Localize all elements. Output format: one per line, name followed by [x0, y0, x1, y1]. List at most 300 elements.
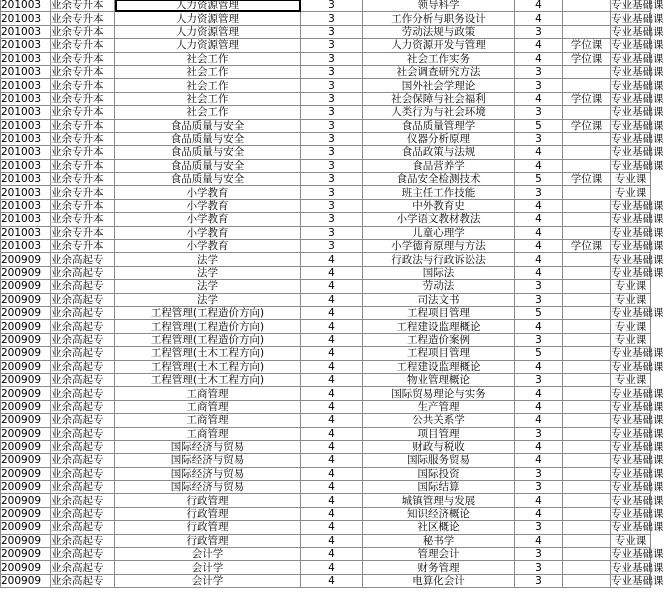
table-cell[interactable]: 儿童心理学 — [363, 226, 515, 239]
table-cell[interactable]: 社会工作 — [115, 106, 301, 119]
table-cell[interactable]: 工商管理 — [115, 387, 301, 400]
table-cell[interactable] — [563, 507, 611, 520]
table-cell[interactable]: 201003 — [1, 0, 51, 12]
table-cell[interactable]: 4 — [301, 280, 363, 293]
table-cell[interactable]: 专业基础课 — [611, 400, 664, 413]
table-cell[interactable]: 4 — [515, 507, 563, 520]
table-cell[interactable]: 200909 — [1, 521, 51, 534]
table-cell[interactable]: 社会调查研究方法 — [363, 65, 515, 78]
table-cell[interactable]: 3 — [515, 186, 563, 199]
table-cell[interactable]: 业余高起专 — [51, 266, 115, 279]
table-cell[interactable]: 业余高起专 — [51, 253, 115, 266]
table-cell[interactable]: 200909 — [1, 481, 51, 494]
table-cell[interactable]: 食品营养学 — [363, 159, 515, 172]
table-cell[interactable]: 知识经济概论 — [363, 507, 515, 520]
table-cell[interactable]: 业余高起专 — [51, 481, 115, 494]
table-cell[interactable]: 4 — [515, 253, 563, 266]
table-cell[interactable]: 3 — [301, 25, 363, 38]
table-cell[interactable]: 食品质量与安全 — [115, 146, 301, 159]
table-cell[interactable]: 200909 — [1, 373, 51, 386]
table-cell[interactable] — [563, 400, 611, 413]
table-cell[interactable]: 4 — [301, 427, 363, 440]
table-cell[interactable]: 3 — [301, 226, 363, 239]
table-cell[interactable]: 专业基础课 — [611, 79, 664, 92]
table-cell[interactable]: 中外教育史 — [363, 199, 515, 212]
table-cell[interactable]: 专业基础课 — [611, 240, 664, 253]
table-cell[interactable]: 3 — [301, 186, 363, 199]
table-cell[interactable] — [563, 467, 611, 480]
table-cell[interactable]: 专业课 — [611, 280, 651, 293]
table-cell[interactable]: 200909 — [1, 574, 51, 587]
table-cell[interactable]: 专业基础课 — [611, 146, 664, 159]
table-cell[interactable]: 食品质量与安全 — [115, 173, 301, 186]
table-cell[interactable] — [563, 494, 611, 507]
table-cell[interactable]: 200909 — [1, 293, 51, 306]
table-cell[interactable]: 专业基础课 — [611, 92, 664, 105]
table-cell[interactable]: 3 — [301, 92, 363, 105]
table-cell[interactable]: 司法文书 — [363, 293, 515, 306]
table-cell[interactable]: 200909 — [1, 440, 51, 453]
table-cell[interactable]: 200909 — [1, 280, 51, 293]
table-cell[interactable]: 社区概论 — [363, 521, 515, 534]
table-cell[interactable]: 201003 — [1, 12, 51, 25]
table-cell[interactable]: 3 — [515, 548, 563, 561]
table-cell[interactable]: 4 — [515, 213, 563, 226]
table-cell[interactable] — [563, 253, 611, 266]
table-cell[interactable]: 国际服务贸易 — [363, 454, 515, 467]
table-cell[interactable]: 业余专升本 — [51, 240, 115, 253]
table-cell[interactable] — [563, 79, 611, 92]
table-cell[interactable]: 200909 — [1, 414, 51, 427]
table-cell[interactable]: 专业基础课 — [611, 213, 664, 226]
table-cell[interactable]: 3 — [515, 427, 563, 440]
table-cell[interactable]: 人力资源管理 — [115, 25, 301, 38]
table-cell[interactable]: 专业基础课 — [611, 494, 664, 507]
table-cell[interactable]: 社会工作实务 — [363, 52, 515, 65]
table-cell[interactable]: 5 — [515, 173, 563, 186]
table-cell[interactable]: 业余专升本 — [51, 159, 115, 172]
table-cell[interactable]: 专业基础课 — [611, 12, 664, 25]
table-cell[interactable]: 学位课 — [563, 39, 611, 52]
table-cell[interactable]: 工程建设监理概论 — [363, 360, 515, 373]
table-cell[interactable]: 4 — [301, 467, 363, 480]
table-cell[interactable] — [563, 414, 611, 427]
table-cell[interactable]: 业余专升本 — [51, 52, 115, 65]
table-cell[interactable]: 业余高起专 — [51, 548, 115, 561]
table-cell[interactable]: 业余专升本 — [51, 25, 115, 38]
table-cell[interactable]: 人力资源管理 — [115, 39, 301, 52]
table-cell[interactable]: 200909 — [1, 347, 51, 360]
table-cell[interactable]: 201003 — [1, 106, 51, 119]
table-cell[interactable]: 业余高起专 — [51, 454, 115, 467]
table-cell[interactable]: 200909 — [1, 400, 51, 413]
table-cell[interactable]: 4 — [515, 454, 563, 467]
table-cell[interactable]: 4 — [515, 440, 563, 453]
table-cell[interactable]: 国际结算 — [363, 481, 515, 494]
table-cell[interactable]: 200909 — [1, 548, 51, 561]
table-cell[interactable]: 专业基础课 — [611, 414, 664, 427]
table-cell[interactable]: 201003 — [1, 25, 51, 38]
table-cell[interactable]: 专业课 — [611, 186, 651, 199]
table-cell[interactable] — [563, 132, 611, 145]
table-cell[interactable] — [563, 65, 611, 78]
table-cell[interactable]: 200909 — [1, 467, 51, 480]
table-cell[interactable]: 工程建设监理概论 — [363, 320, 515, 333]
table-cell[interactable]: 工作分析与职务设计 — [363, 12, 515, 25]
table-cell[interactable]: 法学 — [115, 280, 301, 293]
table-cell[interactable]: 4 — [301, 574, 363, 587]
table-cell[interactable]: 专业课 — [611, 534, 651, 547]
table-cell[interactable]: 工程造价案例 — [363, 333, 515, 346]
table-cell[interactable]: 工商管理 — [115, 414, 301, 427]
table-cell[interactable] — [563, 347, 611, 360]
table-cell[interactable]: 人类行为与社会环境 — [363, 106, 515, 119]
table-cell[interactable]: 食品安全检测技术 — [363, 173, 515, 186]
table-cell[interactable]: 4 — [301, 561, 363, 574]
table-cell[interactable]: 201003 — [1, 52, 51, 65]
table-cell[interactable]: 3 — [301, 106, 363, 119]
table-cell[interactable]: 社会工作 — [115, 65, 301, 78]
table-cell[interactable]: 工程管理(工程造价方向) — [115, 333, 301, 346]
table-cell[interactable]: 财务管理 — [363, 561, 515, 574]
table-cell[interactable]: 业余高起专 — [51, 360, 115, 373]
table-cell[interactable]: 200909 — [1, 360, 51, 373]
table-cell[interactable]: 3 — [301, 173, 363, 186]
table-cell[interactable]: 小学教育 — [115, 226, 301, 239]
table-cell[interactable]: 4 — [515, 494, 563, 507]
table-cell[interactable]: 201003 — [1, 92, 51, 105]
table-cell[interactable]: 专业基础课 — [611, 133, 664, 146]
table-cell[interactable] — [563, 454, 611, 467]
table-cell[interactable]: 仪器分析原理 — [363, 132, 515, 145]
table-cell[interactable]: 专业基础课 — [611, 360, 664, 373]
table-cell[interactable]: 业余高起专 — [51, 574, 115, 587]
table-cell[interactable]: 业余专升本 — [51, 92, 115, 105]
table-cell[interactable]: 工程管理(土木工程方向) — [115, 360, 301, 373]
table-cell[interactable]: 200909 — [1, 306, 51, 319]
table-cell[interactable] — [563, 521, 611, 534]
table-cell[interactable]: 国际投资 — [363, 467, 515, 480]
table-cell[interactable]: 秘书学 — [363, 534, 515, 547]
table-cell[interactable]: 3 — [515, 106, 563, 119]
table-cell[interactable]: 工程管理(土木工程方向) — [115, 347, 301, 360]
table-cell[interactable]: 行政管理 — [115, 494, 301, 507]
table-cell[interactable]: 专业基础课 — [611, 25, 664, 38]
table-cell[interactable]: 领导科学 — [363, 0, 515, 12]
table-cell[interactable] — [563, 199, 611, 212]
table-cell[interactable]: 小学德育原理与方法 — [363, 240, 515, 253]
table-cell[interactable]: 业余专升本 — [51, 106, 115, 119]
table-cell[interactable]: 200909 — [1, 507, 51, 520]
table-cell[interactable]: 5 — [515, 119, 563, 132]
table-cell[interactable]: 会计学 — [115, 574, 301, 587]
table-cell[interactable]: 物业管理概论 — [363, 373, 515, 386]
table-cell[interactable]: 200909 — [1, 387, 51, 400]
table-cell[interactable]: 人力资源开发与管理 — [363, 39, 515, 52]
table-cell[interactable] — [563, 574, 611, 587]
table-cell[interactable]: 国际贸易理论与实务 — [363, 387, 515, 400]
table-cell[interactable]: 4 — [301, 400, 363, 413]
table-cell[interactable]: 工程管理(工程造价方向) — [115, 320, 301, 333]
table-cell[interactable]: 4 — [515, 320, 563, 333]
table-cell[interactable]: 法学 — [115, 253, 301, 266]
table-cell[interactable]: 3 — [301, 52, 363, 65]
table-cell[interactable]: 3 — [301, 146, 363, 159]
table-cell[interactable]: 社会保障与社会福利 — [363, 92, 515, 105]
table-cell[interactable]: 4 — [515, 92, 563, 105]
table-cell[interactable]: 201003 — [1, 79, 51, 92]
table-cell[interactable]: 专业基础课 — [611, 574, 664, 587]
table-cell[interactable]: 人力资源管理 — [115, 12, 301, 25]
table-cell[interactable]: 4 — [515, 226, 563, 239]
table-cell[interactable]: 国际经济与贸易 — [115, 454, 301, 467]
table-cell[interactable]: 200909 — [1, 253, 51, 266]
table-cell[interactable]: 4 — [301, 440, 363, 453]
table-cell[interactable]: 3 — [301, 199, 363, 212]
table-cell[interactable]: 社会工作 — [115, 92, 301, 105]
table-cell[interactable]: 专业课 — [611, 173, 651, 186]
table-cell[interactable]: 4 — [515, 39, 563, 52]
table-cell[interactable]: 专业基础课 — [611, 267, 664, 279]
table-cell[interactable]: 业余高起专 — [51, 414, 115, 427]
table-cell[interactable]: 城镇管理与发展 — [363, 494, 515, 507]
table-cell[interactable]: 专业基础课 — [611, 548, 664, 561]
table-cell[interactable]: 3 — [515, 25, 563, 38]
table-cell[interactable]: 3 — [301, 79, 363, 92]
table-cell[interactable]: 电算化会计 — [363, 574, 515, 587]
table-cell[interactable] — [563, 226, 611, 239]
table-cell[interactable]: 公共关系学 — [363, 414, 515, 427]
table-cell[interactable]: 业余高起专 — [51, 320, 115, 333]
table-cell[interactable]: 国际法 — [363, 266, 515, 279]
table-cell[interactable]: 业余专升本 — [51, 79, 115, 92]
table-cell[interactable]: 专业基础课 — [611, 441, 664, 454]
table-cell[interactable]: 4 — [515, 159, 563, 172]
table-cell[interactable]: 业余专升本 — [51, 119, 115, 132]
table-cell[interactable] — [563, 25, 611, 38]
table-cell[interactable]: 业余专升本 — [51, 199, 115, 212]
table-cell[interactable]: 专业基础课 — [611, 66, 664, 79]
table-cell[interactable]: 小学语文教材教法 — [363, 213, 515, 226]
table-cell[interactable]: 4 — [515, 534, 563, 547]
table-cell[interactable]: 工程管理(工程造价方向) — [115, 306, 301, 319]
table-cell[interactable]: 3 — [515, 373, 563, 386]
table-cell[interactable] — [563, 427, 611, 440]
table-cell[interactable]: 法学 — [115, 266, 301, 279]
table-cell[interactable]: 业余高起专 — [51, 440, 115, 453]
table-cell[interactable]: 专业基础课 — [611, 39, 664, 52]
table-cell[interactable]: 专业基础课 — [611, 508, 664, 521]
table-cell[interactable]: 3 — [515, 467, 563, 480]
table-cell[interactable]: 业余专升本 — [51, 12, 115, 25]
table-cell[interactable]: 4 — [301, 481, 363, 494]
table-cell[interactable]: 业余专升本 — [51, 226, 115, 239]
table-cell[interactable]: 人力资源管理 — [115, 0, 301, 12]
table-cell[interactable]: 201003 — [1, 119, 51, 132]
table-cell[interactable]: 200909 — [1, 333, 51, 346]
table-cell[interactable]: 4 — [515, 240, 563, 253]
table-cell[interactable]: 3 — [515, 333, 563, 346]
table-cell[interactable] — [563, 293, 611, 306]
table-cell[interactable]: 社会工作 — [115, 79, 301, 92]
table-cell[interactable]: 3 — [515, 574, 563, 587]
table-cell[interactable]: 工商管理 — [115, 427, 301, 440]
table-cell[interactable]: 3 — [301, 240, 363, 253]
table-cell[interactable]: 法学 — [115, 293, 301, 306]
table-cell[interactable] — [563, 561, 611, 574]
table-cell[interactable] — [563, 534, 611, 547]
table-cell[interactable]: 201003 — [1, 173, 51, 186]
table-cell[interactable]: 4 — [301, 494, 363, 507]
table-cell[interactable]: 201003 — [1, 226, 51, 239]
table-cell[interactable]: 业余高起专 — [51, 494, 115, 507]
table-cell[interactable]: 行政管理 — [115, 521, 301, 534]
table-cell[interactable]: 业余高起专 — [51, 561, 115, 574]
table-cell[interactable]: 食品政策与法规 — [363, 146, 515, 159]
table-cell[interactable]: 学位课 — [563, 92, 611, 105]
table-cell[interactable]: 5 — [515, 306, 563, 319]
table-cell[interactable]: 4 — [301, 454, 363, 467]
table-cell[interactable]: 业余高起专 — [51, 373, 115, 386]
table-cell[interactable] — [563, 213, 611, 226]
table-cell[interactable]: 4 — [301, 387, 363, 400]
table-cell[interactable]: 业余高起专 — [51, 534, 115, 547]
table-cell[interactable]: 业余专升本 — [51, 65, 115, 78]
table-cell[interactable]: 3 — [301, 159, 363, 172]
table-cell[interactable]: 201003 — [1, 146, 51, 159]
table-cell[interactable]: 4 — [301, 360, 363, 373]
table-cell[interactable]: 200909 — [1, 320, 51, 333]
table-cell[interactable]: 工程管理(土木工程方向) — [115, 373, 301, 386]
table-cell[interactable]: 专业基础课 — [611, 467, 664, 480]
table-cell[interactable]: 201003 — [1, 159, 51, 172]
table-cell[interactable]: 3 — [515, 79, 563, 92]
table-cell[interactable]: 201003 — [1, 186, 51, 199]
table-cell[interactable]: 201003 — [1, 213, 51, 226]
table-cell[interactable]: 201003 — [1, 39, 51, 52]
table-cell[interactable]: 200909 — [1, 266, 51, 279]
table-cell[interactable]: 200909 — [1, 494, 51, 507]
table-cell[interactable]: 3 — [515, 521, 563, 534]
table-cell[interactable]: 业余专升本 — [51, 173, 115, 186]
table-cell[interactable]: 4 — [515, 360, 563, 373]
table-cell[interactable]: 4 — [301, 266, 363, 279]
table-cell[interactable] — [563, 373, 611, 386]
table-cell[interactable]: 3 — [515, 280, 563, 293]
table-cell[interactable]: 3 — [515, 132, 563, 145]
table-cell[interactable]: 4 — [301, 333, 363, 346]
table-cell[interactable]: 3 — [301, 65, 363, 78]
table-cell[interactable] — [563, 320, 611, 333]
table-cell[interactable]: 200909 — [1, 534, 51, 547]
table-cell[interactable]: 4 — [515, 52, 563, 65]
table-cell[interactable]: 专业课 — [611, 333, 651, 346]
table-cell[interactable]: 专业基础课 — [611, 226, 664, 239]
table-cell[interactable] — [563, 266, 611, 279]
table-cell[interactable]: 会计学 — [115, 561, 301, 574]
table-cell[interactable]: 4 — [301, 320, 363, 333]
table-cell[interactable]: 200909 — [1, 427, 51, 440]
table-cell[interactable]: 专业课 — [611, 373, 651, 386]
table-cell[interactable]: 专业基础课 — [611, 52, 664, 65]
table-cell[interactable]: 项目管理 — [363, 427, 515, 440]
table-cell[interactable]: 业余高起专 — [51, 507, 115, 520]
table-cell[interactable]: 3 — [515, 481, 563, 494]
table-cell[interactable] — [563, 146, 611, 159]
table-cell[interactable]: 食品质量与安全 — [115, 159, 301, 172]
table-cell[interactable]: 4 — [515, 266, 563, 279]
table-cell[interactable]: 国外社会学理论 — [363, 79, 515, 92]
table-cell[interactable]: 4 — [515, 387, 563, 400]
table-cell[interactable]: 财政与税收 — [363, 440, 515, 453]
table-cell[interactable]: 3 — [301, 0, 363, 12]
table-cell[interactable]: 201003 — [1, 65, 51, 78]
table-cell[interactable]: 4 — [301, 373, 363, 386]
table-cell[interactable]: 专业基础课 — [611, 253, 664, 266]
table-cell[interactable]: 4 — [301, 534, 363, 547]
table-cell[interactable]: 4 — [301, 521, 363, 534]
table-cell[interactable]: 国际经济与贸易 — [115, 440, 301, 453]
table-cell[interactable] — [563, 440, 611, 453]
table-cell[interactable]: 业余高起专 — [51, 347, 115, 360]
table-cell[interactable]: 4 — [515, 0, 563, 12]
table-cell[interactable]: 工商管理 — [115, 400, 301, 413]
table-cell[interactable]: 专业基础课 — [611, 0, 664, 12]
table-cell[interactable]: 小学教育 — [115, 240, 301, 253]
table-cell[interactable]: 国际经济与贸易 — [115, 481, 301, 494]
table-cell[interactable]: 4 — [515, 12, 563, 25]
table-cell[interactable]: 专业基础课 — [611, 521, 664, 534]
table-cell[interactable]: 专业基础课 — [611, 481, 664, 494]
table-cell[interactable]: 业余专升本 — [51, 213, 115, 226]
table-cell[interactable]: 4 — [301, 306, 363, 319]
table-cell[interactable]: 管理会计 — [363, 548, 515, 561]
table-cell[interactable]: 业余高起专 — [51, 387, 115, 400]
table-cell[interactable] — [563, 481, 611, 494]
table-cell[interactable] — [563, 186, 611, 199]
table-cell[interactable]: 200909 — [1, 454, 51, 467]
table-cell[interactable]: 3 — [515, 293, 563, 306]
table-cell[interactable]: 国际经济与贸易 — [115, 467, 301, 480]
table-cell[interactable]: 4 — [515, 400, 563, 413]
table-cell[interactable]: 社会工作 — [115, 52, 301, 65]
table-cell[interactable]: 劳动法规与政策 — [363, 25, 515, 38]
table-cell[interactable] — [563, 0, 611, 12]
table-cell[interactable]: 生产管理 — [363, 400, 515, 413]
table-cell[interactable]: 专业基础课 — [611, 200, 664, 213]
table-cell[interactable] — [563, 387, 611, 400]
table-cell[interactable]: 业余专升本 — [51, 146, 115, 159]
table-cell[interactable]: 学位课 — [563, 119, 611, 132]
table-cell[interactable]: 业余专升本 — [51, 0, 115, 12]
table-cell[interactable]: 3 — [515, 65, 563, 78]
table-cell[interactable]: 201003 — [1, 199, 51, 212]
table-cell[interactable]: 4 — [301, 293, 363, 306]
table-cell[interactable]: 4 — [301, 414, 363, 427]
table-cell[interactable]: 业余高起专 — [51, 521, 115, 534]
table-cell[interactable]: 专业基础课 — [611, 454, 664, 467]
table-cell[interactable]: 业余高起专 — [51, 467, 115, 480]
table-cell[interactable]: 食品质量与安全 — [115, 132, 301, 145]
table-cell[interactable] — [563, 12, 611, 25]
table-cell[interactable]: 3 — [301, 39, 363, 52]
table-cell[interactable]: 业余专升本 — [51, 39, 115, 52]
table-cell[interactable]: 小学教育 — [115, 199, 301, 212]
table-cell[interactable]: 食品质量与安全 — [115, 119, 301, 132]
table-cell[interactable] — [563, 106, 611, 119]
table-cell[interactable]: 行政管理 — [115, 507, 301, 520]
table-cell[interactable]: 业余专升本 — [51, 186, 115, 199]
